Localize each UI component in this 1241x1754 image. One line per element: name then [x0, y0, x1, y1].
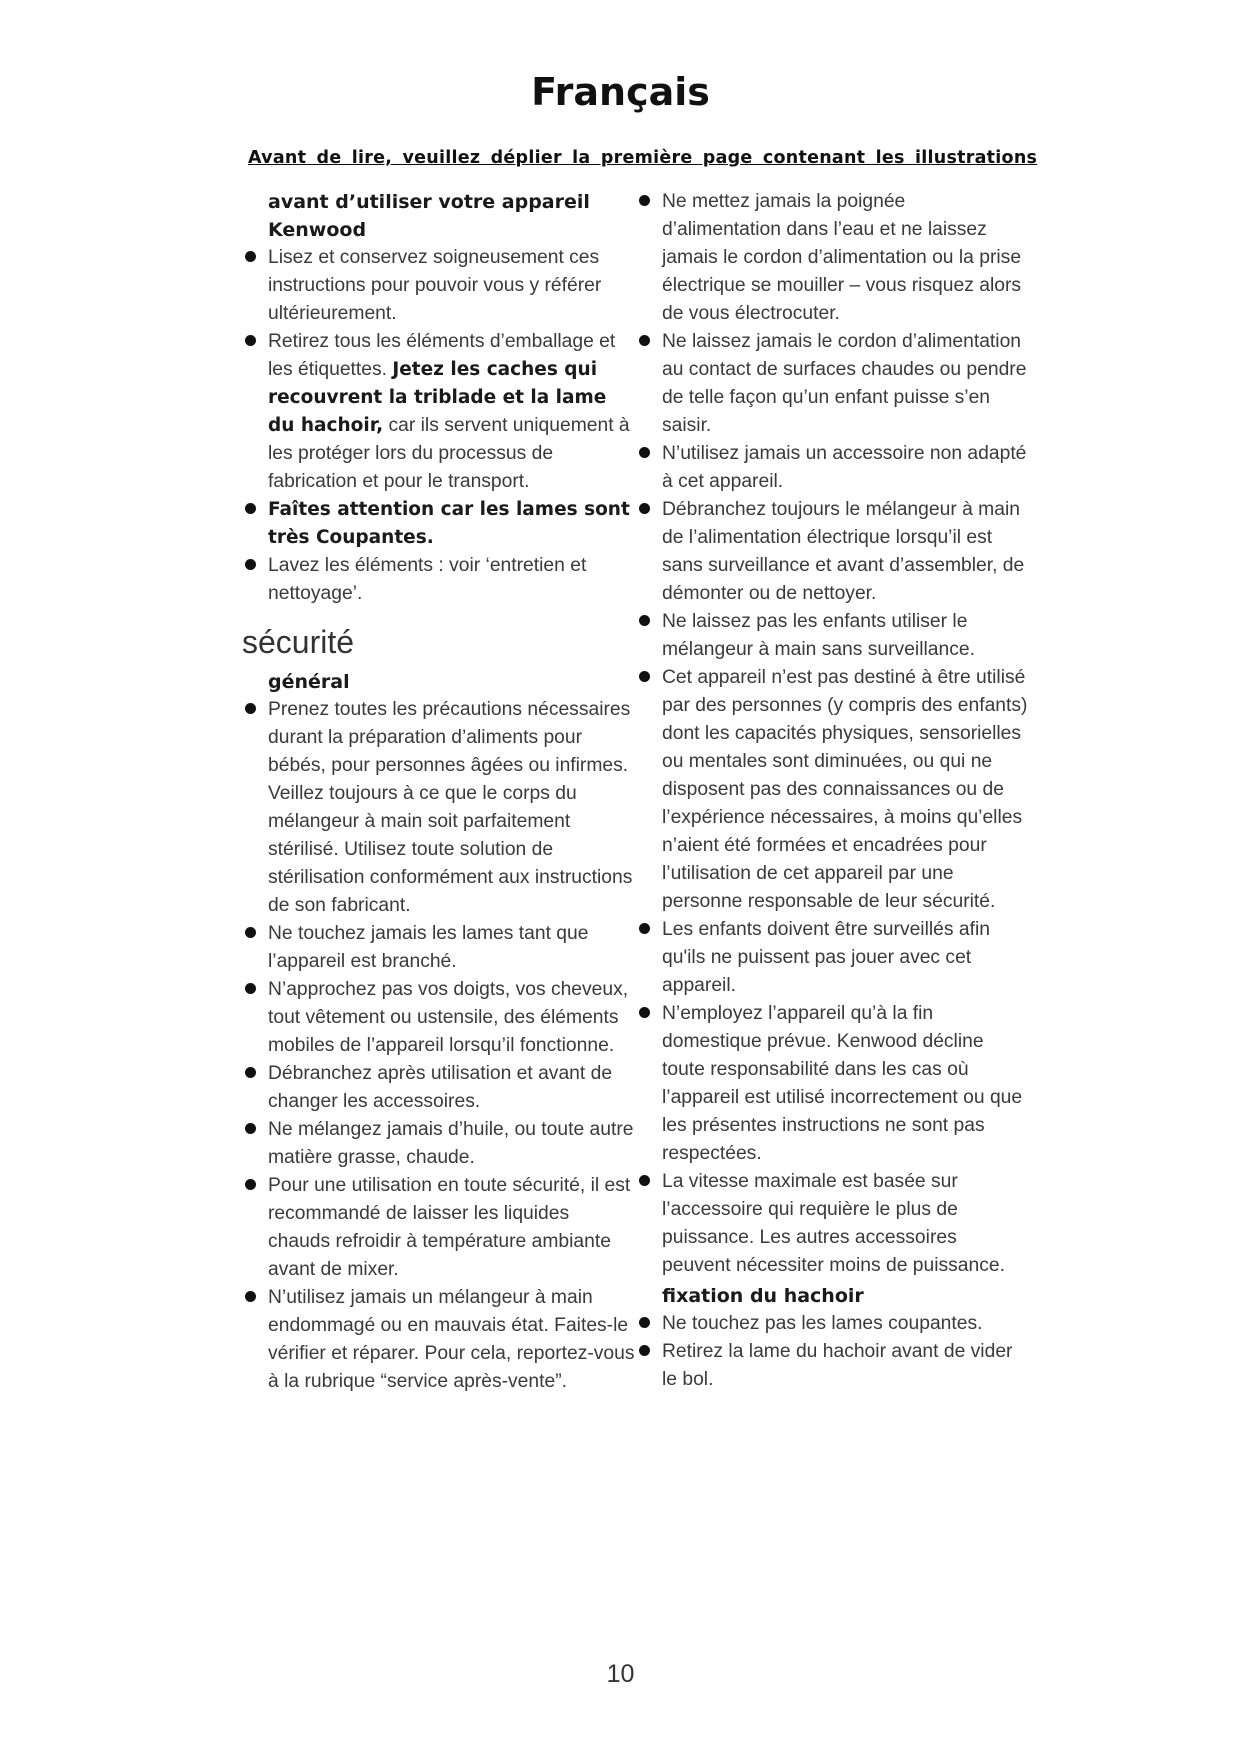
list-item: Ne touchez jamais les lames tant que l’appareil est branché. [240, 920, 636, 976]
item-emphasis: Jetez les caches qui recouvrent la triblade et la lame du hachoir, [268, 359, 607, 436]
list-item: N’approchez pas vos doigts, vos cheveux, tout vêtement ou ustensile, des éléments mobiles de l’appareil lorsqu’il fonctionne. [240, 976, 636, 1060]
list-item: Ne mélangez jamais d’huile, ou toute autre matière grasse, chaude. [240, 1116, 636, 1172]
fold-out-notice: Avant de lire, veuillez déplier la première page contenant les illustrations [248, 148, 1038, 168]
list-item: Prenez toutes les précautions nécessaires durant la préparation d’aliments pour bébés, pour personnes âgées ou infirmes. Veillez toujours à ce que le corps du mélangeur à main soit parfaitement stérilisé. Utilisez toute solution de stérilisation conformément aux instructions de son fabricant. [240, 696, 636, 920]
list-item: Retirez la lame du hachoir avant de vider le bol. [634, 1338, 1028, 1394]
list-item: Ne touchez pas les lames coupantes. [634, 1310, 1028, 1338]
chopper-list [634, 1310, 1028, 1394]
general-list [240, 696, 636, 1396]
list-item: Débranchez après utilisation et avant de changer les accessoires. [240, 1060, 636, 1116]
page-title: Français [531, 70, 710, 114]
list-item: Débranchez toujours le mélangeur à main de l’alimentation électrique lorsqu’il est sans surveillance et avant d’assembler, de démonter ou de nettoyer. [634, 496, 1028, 608]
list-item: Ne laissez pas les enfants utiliser le mélangeur à main sans surveillance. [634, 608, 1028, 664]
intro-heading: avant d’utiliser votre appareil Kenwood [268, 191, 590, 241]
item-text-continued: car ils servent uniquement à les protéger lors du processus de fabrication et pour le transport. [268, 415, 630, 492]
chopper-heading: fixation du hachoir [662, 1285, 864, 1307]
list-item: Ne laissez jamais le cordon d’alimentation au contact de surfaces chaudes ou pendre de telle façon qu’un enfant puisse s’en saisir. [634, 328, 1028, 440]
section-title-safety: sécurité [242, 624, 355, 660]
list-item: N’utilisez jamais un mélangeur à main endommagé ou en mauvais état. Faites-le vérifier et réparer. Pour cela, reportez-vous à la rubrique “service après-vente”. [240, 1284, 636, 1396]
general-heading: général [268, 671, 350, 693]
list-item: Ne mettez jamais la poignée d’alimentation dans l’eau et ne laissez jamais le cordon d’alimentation ou la prise électrique se mouiller – vous risquez alors de vous électrocuter. [634, 188, 1028, 328]
right-column [634, 188, 1028, 1394]
list-item: Pour une utilisation en toute sécurité, il est recommandé de laisser les liquides chauds refroidir à température ambiante avant de mixer. [240, 1172, 636, 1284]
list-item: Cet appareil n’est pas destiné à être utilisé par des personnes (y compris des enfants) dont les capacités physiques, sensorielles ou mentales sont diminuées, ou qui ne disposent pas des connaissances ou de l’expérience nécessaires, à moins qu’elles n’aient été formées et encadrées pour l’utilisation de cet appareil par une personne responsable de leur sécurité. [634, 664, 1028, 916]
list-item: Lavez les éléments : voir ‘entretien et nettoyage’. [240, 552, 636, 608]
item-text: Retirez tous les éléments d’emballage et les étiquettes. [268, 331, 616, 380]
list-item: Lisez et conservez soigneusement ces instructions pour pouvoir vous y référer ultérieurement. [240, 244, 636, 328]
list-item [240, 328, 636, 496]
list-item: N’utilisez jamais un accessoire non adapté à cet appareil. [634, 440, 1028, 496]
safety-list [634, 188, 1028, 1280]
left-column [240, 188, 636, 1396]
list-item: Les enfants doivent être surveillés afin qu'ils ne puissent pas jouer avec cet appareil. [634, 916, 1028, 1000]
list-item-warning: Faîtes attention car les lames sont très Coupantes. [240, 496, 636, 552]
intro-list [240, 244, 636, 608]
list-item: La vitesse maximale est basée sur l’accessoire qui requière le plus de puissance. Les autres accessoires peuvent nécessiter moins de puissance. [634, 1168, 1028, 1280]
page-number: 10 [606, 1660, 635, 1688]
list-item: N’employez l’appareil qu’à la fin domestique prévue. Kenwood décline toute responsabilité dans les cas où l’appareil est utilisé incorrectement ou que les présentes instructions ne sont pas respectées. [634, 1000, 1028, 1168]
